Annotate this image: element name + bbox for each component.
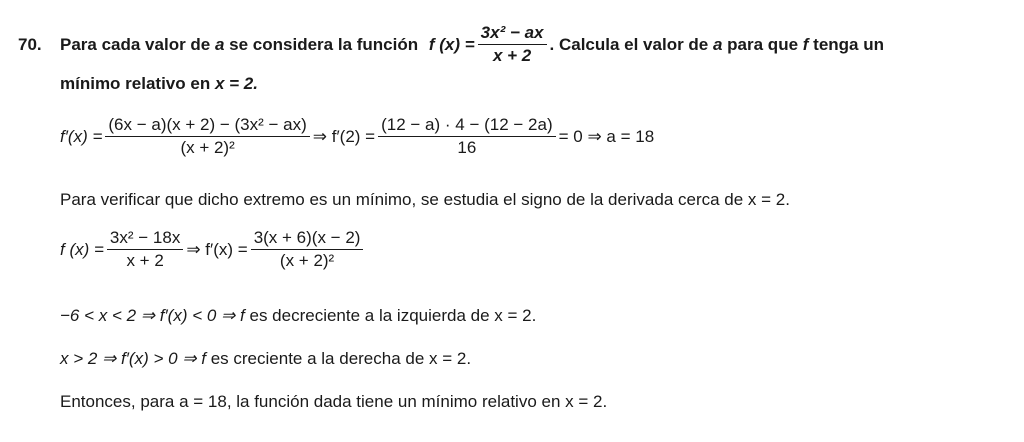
sign-left-text: es decreciente a la izquierda de x = 2. <box>244 306 537 325</box>
problem-statement-line2 <box>60 73 258 95</box>
variable-a: a <box>214 34 225 54</box>
statement-line2-text: mínimo relativo en <box>60 74 215 93</box>
derivative-implies: ⇒ f′(2) = <box>312 126 376 146</box>
derivative-numerator: (6x − a)(x + 2) − (3x² − ax) <box>105 114 309 137</box>
problem-statement-line1 <box>18 22 884 67</box>
function-lhs: f (x) = <box>428 34 475 54</box>
substituted-derivative-denominator: (x + 2)² <box>279 251 335 270</box>
substituted-fraction <box>107 227 183 272</box>
sign-left-math: −6 < x < 2 ⇒ f′(x) < 0 ⇒ f <box>60 306 245 325</box>
verify-text: Para verificar que dicho extremo es un mínimo, se estudia el signo de la derivada cerca de x = 2. <box>60 190 790 209</box>
problem-number: 70. <box>18 34 42 54</box>
statement-text-c: . Calcula el valor de <box>549 34 713 54</box>
statement-line2-condition: x = 2. <box>214 74 258 93</box>
derivative-at-2-numerator: (12 − a) · 4 − (12 − 2a) <box>378 114 556 137</box>
substituted-equation <box>60 227 366 272</box>
derivative-lhs: f′(x) = <box>60 126 103 146</box>
substituted-derivative-fraction <box>251 227 364 272</box>
derivative-denominator: (x + 2)² <box>180 138 235 157</box>
substituted-lhs: f (x) = <box>60 239 104 259</box>
sign-right-line <box>60 348 471 370</box>
conclusion-text: Entonces, para a = 18, la función dada tiene un mínimo relativo en x = 2. <box>60 392 608 411</box>
statement-text-a: Para cada valor de <box>60 34 215 54</box>
variable-f: f <box>802 34 809 54</box>
statement-text-e: tenga un <box>808 34 884 54</box>
variable-a-2: a <box>712 34 723 54</box>
derivative-at-2-fraction <box>378 114 556 159</box>
substituted-numerator: 3x² − 18x <box>107 227 183 250</box>
substituted-implies: ⇒ f′(x) = <box>186 239 248 259</box>
sign-right-text: es creciente a la derecha de x = 2. <box>206 349 472 368</box>
function-denominator: x + 2 <box>492 46 532 65</box>
substituted-derivative-numerator: 3(x + 6)(x − 2) <box>251 227 364 250</box>
sign-right-math: x > 2 ⇒ f′(x) > 0 ⇒ f <box>60 349 206 368</box>
substituted-denominator: x + 2 <box>126 251 164 270</box>
derivative-at-2-denominator: 16 <box>457 138 477 157</box>
derivative-equation <box>60 114 654 159</box>
derivative-fraction <box>105 114 309 159</box>
sign-left-line <box>60 305 536 327</box>
derivative-result: = 0 ⇒ a = 18 <box>558 126 655 146</box>
function-numerator: 3x² − ax <box>478 22 547 45</box>
statement-text-d: para que <box>722 34 803 54</box>
statement-text-b: se considera la función <box>224 34 423 54</box>
function-fraction <box>478 22 547 67</box>
